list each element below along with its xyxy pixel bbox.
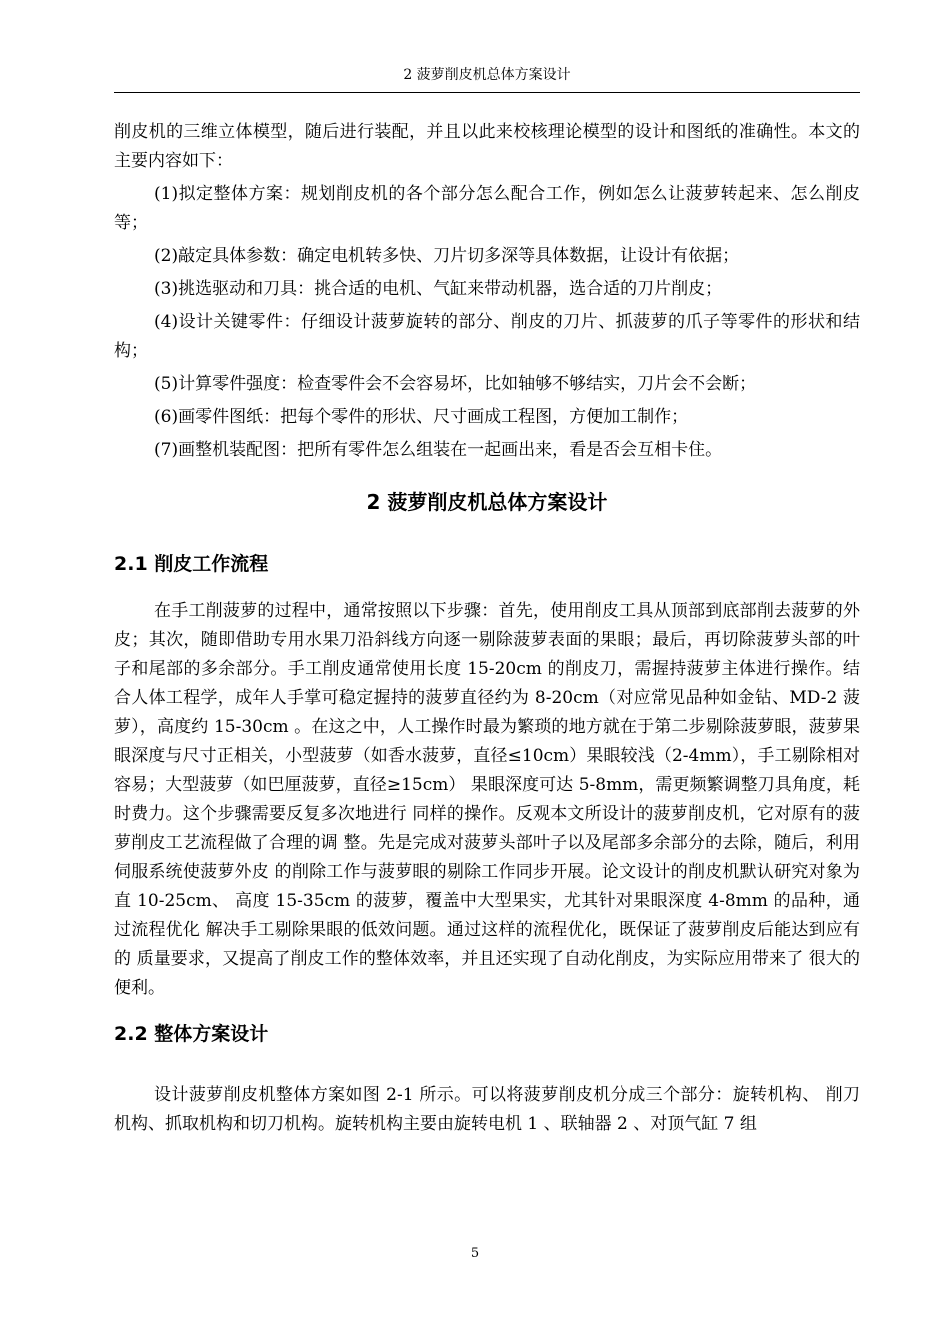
- intro-paragraph: 削皮机的三维立体模型，随后进行装配，并且以此来校核理论模型的设计和图纸的准确性。本文的主要内容如下：: [114, 122, 860, 171]
- section-2-1-body: 在手工削菠萝的过程中，通常按照以下步骤：首先，使用削皮工具从顶部到底部削去菠萝的外皮；其次，随即借助专用水果刀沿斜线方向逐一剔除菠萝表面的果眼；最后，再切除菠萝头部的叶子和尾部的多余部分。手工削皮通常使用长度 15-20cm 的削皮刀，需握持菠萝主体进行操作。结合人体工程学，成年人手掌可稳定握持的菠萝直径约为 8-20cm（对应常见品种如金钻、MD-2 菠萝），高度约 15-30cm 。在这之中，人工操作时最为繁琐的地方就在于第二步剔除菠萝眼，菠萝果眼深度与尺寸正相关，小型菠萝（如香水菠萝，直径≤10cm）果眼较浅（2-4mm），手工剔除相对容易；大型菠萝（如巴厘菠萝，直径≥15cm） 果眼深度可达 5-8mm，需更频繁调整刀具角度，耗时费力。这个步骤需要反复多次地进行 同样的操作。反观本文所设计的菠萝削皮机，它对原有的菠萝削皮工艺流程做了合理的调 整。先是完成对菠萝头部叶子以及尾部多余部分的去除，随后，利用伺服系统使菠萝外皮 的削除工作与菠萝眼的剔除工作同步开展。论文设计的削皮机默认研究对象为直 10-25cm、 高度 15-35cm 的菠萝，覆盖中大型果实，尤其针对果眼深度 4-8mm 的品种，通过流程优化 解决手工剔除果眼的低效问题。通过这样的流程优化，既保证了菠萝削皮后能达到应有的 质量要求，又提高了削皮工作的整体效率，并且还实现了自动化削皮，为实际应用带来了 很大的便利。: [114, 601, 860, 998]
- page-content: [114, 118, 860, 1139]
- list-item: (4)设计关键零件：仔细设计菠萝旋转的部分、削皮的刀片、抓菠萝的爪子等零件的形状和结构；: [114, 312, 860, 361]
- list-item: (5)计算零件强度：检查零件会不会容易坏，比如轴够不够结实，刀片会不会断；: [154, 374, 757, 394]
- running-header: 2 菠萝削皮机总体方案设计: [403, 67, 571, 83]
- section-2-2-body: 设计菠萝削皮机整体方案如图 2-1 所示。可以将菠萝削皮机分成三个部分：旋转机构、 削刀机构、抓取机构和切刀机构。旋转机构主要由旋转电机 1 、联轴器 2 、对顶气缸 7 组: [114, 1085, 860, 1134]
- list-item: (2)敲定具体参数：确定电机转多快、刀片切多深等具体数据，让设计有依据；: [154, 246, 740, 266]
- header-rule: [114, 92, 860, 93]
- list-item: (6)画零件图纸：把每个零件的形状、尺寸画成工程图，方便加工制作；: [154, 407, 689, 427]
- section-heading-2-2: 2.2 整体方案设计: [114, 1023, 269, 1045]
- list-item: (7)画整机装配图：把所有零件怎么组装在一起画出来，看是否会互相卡住。: [154, 440, 723, 460]
- section-heading-2-1: 2.1 削皮工作流程: [114, 553, 269, 575]
- chapter-title: 2 菠萝削皮机总体方案设计: [366, 490, 608, 514]
- page-number: 5: [470, 1246, 480, 1261]
- list-item: (3)挑选驱动和刀具：挑合适的电机、气缸来带动机器，选合适的刀片削皮；: [154, 279, 723, 299]
- list-item: (1)拟定整体方案：规划削皮机的各个部分怎么配合工作，例如怎么让菠萝转起来、怎么削皮等；: [114, 184, 860, 233]
